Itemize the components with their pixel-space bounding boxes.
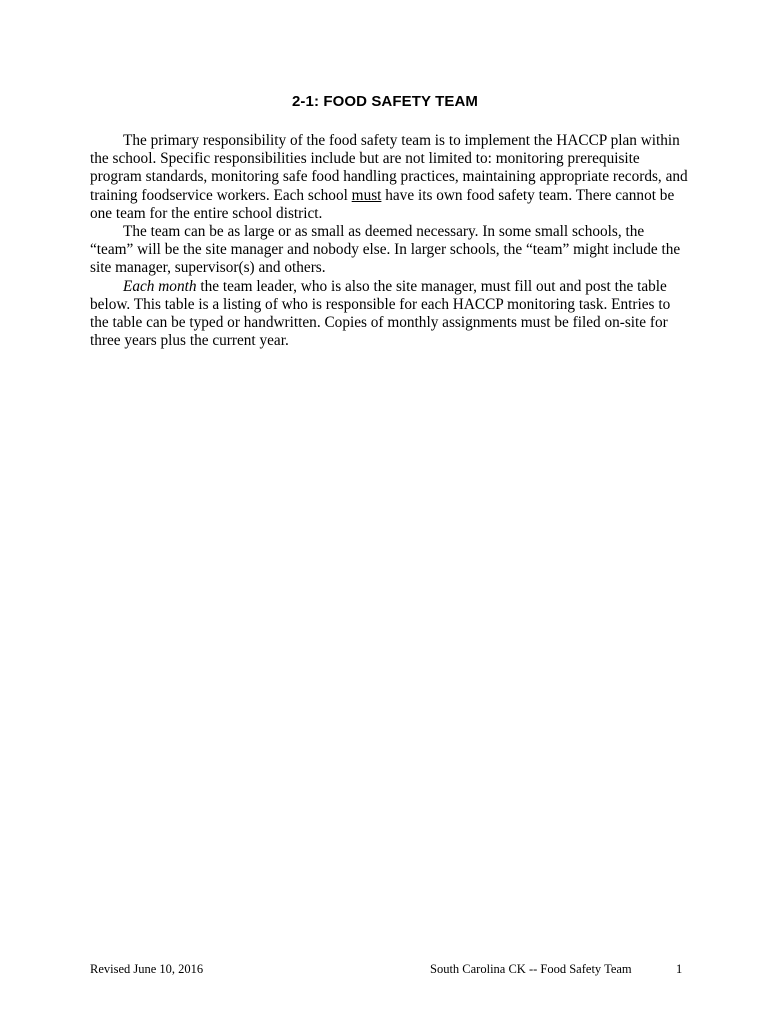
- paragraph-responsibilities: [90, 132, 690, 223]
- paragraph-monthly-table: [90, 278, 690, 351]
- body-text: [90, 132, 690, 350]
- underlined-word: must: [351, 186, 382, 204]
- paragraph-text: The team can be as large or as small as deemed necessary. In some small schools, the “team” will be the site manager and nobody else. In larger schools, the “team” might include the site manager, supervisor(s) and others.: [90, 223, 681, 277]
- footer-page-number: 1: [676, 962, 683, 976]
- paragraph-text: have its own food safety team. There cannot be one team for the entire school district.: [90, 186, 675, 222]
- page-title: 2-1: FOOD SAFETY TEAM: [291, 93, 478, 110]
- italic-phrase: Each month: [123, 277, 197, 295]
- paragraph-text: the team leader, who is also the site manager, must fill out and post the table below. This table is a listing of who is responsible for each HACCP monitoring task. Entries to the table can be typed or handwritten. Copies of monthly assignments must be filed on-site for three years plus the current year.: [90, 277, 671, 350]
- footer-document-name: South Carolina CK -- Food Safety Team: [430, 962, 632, 976]
- paragraph-text: The primary responsibility of the food safety team is to implement the HACCP plan within the school. Specific responsibilities include but are not limited to: monitoring prerequisite program standards, monitoring safe food handling practices, maintaining appropriate records, and training foodservice workers. Each school: [90, 132, 688, 204]
- footer-revised-date: Revised June 10, 2016: [90, 962, 204, 976]
- paragraph-team-size: [90, 223, 690, 278]
